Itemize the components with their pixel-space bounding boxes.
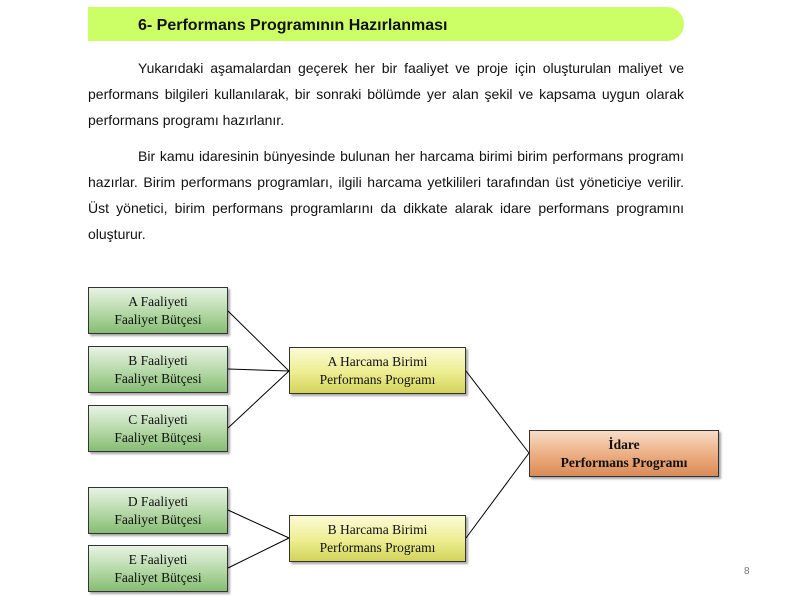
- paragraph-2: Bir kamu idaresinin bünyesinde bulunan her harcama birimi birim performans programı hazırlar. Birim performans programları, ilgili harcama yetkilileri tarafından üst yöneticiye verilir. Üst yönetici, birim performans programlarını da dikkate alarak idare performans programını oluşturur.: [88, 148, 684, 242]
- unit-b-line1: B Harcama Birimi: [327, 521, 428, 537]
- unit-b-line2: Performans Programı: [319, 539, 436, 555]
- activity-c-line2: Faaliyet Bütçesi: [114, 429, 202, 445]
- activity-c-line1: C Faaliyeti: [128, 411, 188, 427]
- activity-a-line2: Faaliyet Bütçesi: [114, 311, 202, 327]
- activity-e-line1: E Faaliyeti: [128, 551, 188, 567]
- connector-a-unit: [466, 371, 529, 453]
- activity-a-line1: A Faaliyeti: [128, 293, 188, 309]
- connector-b-unit: [466, 453, 529, 538]
- top-line2: Performans Programı: [560, 454, 688, 470]
- connector-a-activity: [228, 311, 289, 371]
- activity-box-a: [88, 287, 228, 334]
- unit-a-line1: A Harcama Birimi: [327, 353, 428, 369]
- connector-e-activity: [228, 538, 289, 568]
- section-heading: 6- Performans Programının Hazırlanması: [138, 17, 448, 34]
- activity-box-b: [88, 346, 228, 393]
- activity-box-e: [88, 545, 228, 592]
- unit-a-line2: Performans Programı: [319, 371, 436, 387]
- top-box-idare: [529, 430, 719, 477]
- activity-box-c: [88, 405, 228, 452]
- unit-box-b: [289, 515, 466, 562]
- page-number: 8: [744, 566, 750, 577]
- activity-e-line2: Faaliyet Bütçesi: [114, 569, 202, 585]
- activity-b-line2: Faaliyet Bütçesi: [114, 370, 202, 386]
- connector-b-activity: [228, 369, 289, 371]
- activity-d-line1: D Faaliyeti: [127, 493, 189, 509]
- unit-box-a: [289, 347, 466, 394]
- paragraph-1: Yukarıdaki aşamalardan geçerek her bir faaliyet ve proje için oluşturulan maliyet ve performans bilgileri kullanılarak, bir sonraki bölümde yer alan şekil ve kapsama uygun olarak performans programı hazırlanır.: [88, 60, 684, 128]
- top-line1: İdare: [608, 436, 640, 452]
- activity-b-line1: B Faaliyeti: [128, 352, 188, 368]
- activity-d-line2: Faaliyet Bütçesi: [114, 511, 202, 527]
- connector-d-activity: [228, 510, 289, 538]
- connector-c-activity: [228, 371, 289, 428]
- activity-box-d: [88, 487, 228, 534]
